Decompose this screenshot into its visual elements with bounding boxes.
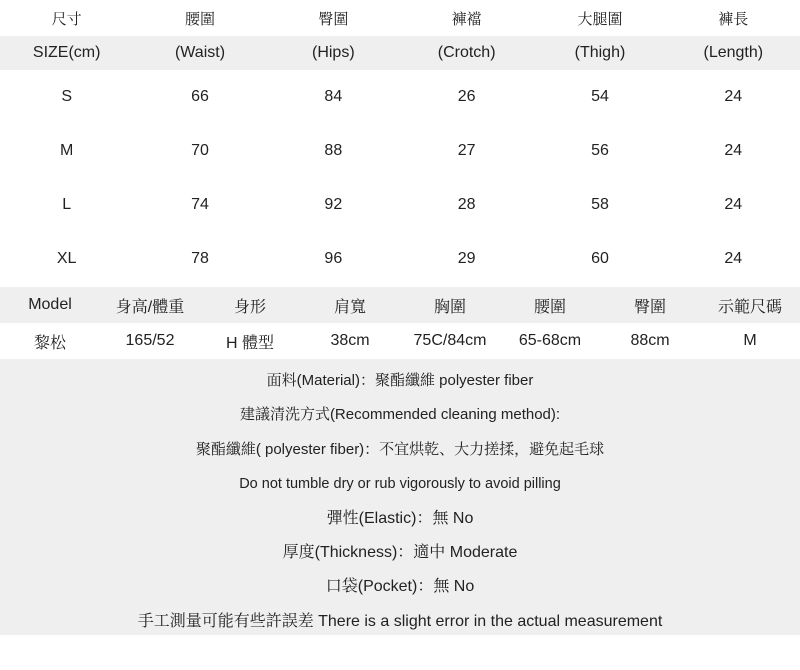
model-shoulder: 38cm — [330, 332, 370, 349]
size-table — [0, 0, 800, 286]
waist-value: 70 — [191, 142, 209, 159]
model-chest: 75C/84cm — [413, 332, 487, 349]
model-table-row — [0, 323, 800, 359]
header-chest: 胸圍 — [433, 298, 466, 316]
size-label: L — [62, 196, 72, 213]
hips-value: 96 — [324, 250, 343, 267]
cleaning-instruction-zh: 聚酯纖維( polyester fiber)：不宜烘乾、大力搓揉，避免起毛球 — [195, 440, 605, 458]
crotch-value: 27 — [457, 142, 476, 159]
waist-value: 78 — [191, 250, 209, 267]
length-value: 24 — [724, 88, 743, 105]
cleaning-method-title: 建議清洗方式(Recommended cleaning method): — [239, 406, 561, 424]
table-row — [0, 178, 800, 232]
thickness-note: 厚度(Thickness)：適中 Moderate — [282, 543, 518, 561]
crotch-value: 26 — [457, 88, 476, 105]
product-notes — [0, 359, 800, 635]
header-waist-zh: 腰圍 — [184, 10, 215, 28]
material-note: 面料(Material)：聚酯纖維 polyester fiber — [266, 372, 534, 389]
cleaning-instruction-en: Do not tumble dry or rub vigorously to avoid pilling — [239, 476, 561, 493]
hips-value: 92 — [324, 196, 343, 213]
header-length-zh: 褲長 — [718, 10, 749, 28]
pocket-note: 口袋(Pocket)：無 No — [325, 578, 475, 596]
table-row — [0, 124, 800, 178]
header-length-en: (Length) — [703, 44, 764, 61]
model-table — [0, 287, 800, 359]
header-hips: 臀圍 — [633, 298, 666, 316]
header-waist-en: (Waist) — [174, 44, 226, 61]
measurement-error-note: 手工測量可能有些許誤差 There is a slight error in the actual measurement — [137, 612, 663, 630]
size-label: M — [60, 142, 74, 159]
header-crotch-zh: 褲襠 — [451, 10, 482, 28]
size-table-header-zh — [0, 0, 800, 36]
header-height-weight: 身高/體重 — [115, 298, 185, 316]
waist-value: 66 — [191, 88, 209, 105]
header-hips-zh: 臀圍 — [318, 10, 349, 28]
header-hips-en: (Hips) — [311, 44, 355, 61]
model-body-shape: H 體型 — [225, 334, 274, 352]
header-thigh-en: (Thigh) — [574, 44, 626, 61]
table-row — [0, 70, 800, 124]
model-table-header — [0, 287, 800, 323]
header-crotch-en: (Crotch) — [437, 44, 496, 61]
thigh-value: 56 — [591, 142, 609, 159]
table-row — [0, 232, 800, 286]
elastic-note: 彈性(Elastic)：無 No — [326, 509, 474, 527]
thigh-value: 54 — [591, 88, 609, 105]
hips-value: 84 — [324, 88, 343, 105]
length-value: 24 — [724, 250, 743, 267]
model-name: 黎松 — [33, 334, 66, 352]
header-shoulder: 肩寬 — [333, 298, 366, 316]
model-waist: 65-68cm — [518, 332, 582, 349]
size-label: S — [61, 88, 72, 105]
model-height-weight: 165/52 — [125, 332, 175, 349]
header-thigh-zh: 大腿圍 — [577, 10, 623, 28]
header-size-zh: 尺寸 — [51, 10, 82, 28]
header-demo-size: 示範尺碼 — [717, 298, 782, 316]
length-value: 24 — [724, 142, 743, 159]
hips-value: 88 — [324, 142, 343, 159]
size-label: XL — [56, 250, 77, 267]
model-demo-size: M — [743, 332, 757, 349]
size-table-header-en — [0, 36, 800, 70]
thigh-value: 60 — [591, 250, 609, 267]
header-size-en: SIZE(cm) — [32, 44, 101, 61]
header-body-shape: 身形 — [233, 298, 266, 316]
length-value: 24 — [724, 196, 743, 213]
model-hips: 88cm — [630, 332, 670, 349]
crotch-value: 28 — [457, 196, 476, 213]
header-waist: 腰圍 — [533, 298, 566, 316]
header-model: Model — [28, 296, 72, 313]
thigh-value: 58 — [591, 196, 609, 213]
crotch-value: 29 — [457, 250, 476, 267]
waist-value: 74 — [191, 196, 209, 213]
